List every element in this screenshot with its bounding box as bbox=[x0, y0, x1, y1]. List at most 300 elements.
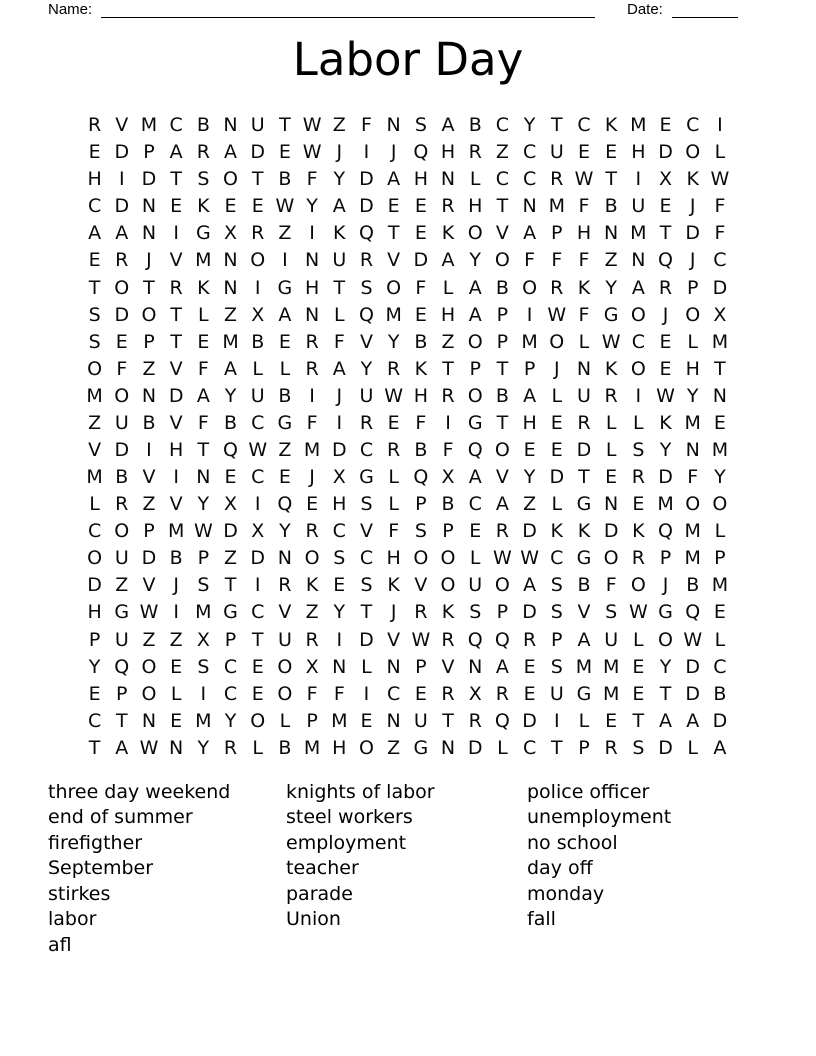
grid-cell: U bbox=[250, 384, 265, 407]
grid-cell: A bbox=[713, 736, 727, 759]
grid-cell: M bbox=[303, 438, 321, 461]
grid-cell: J bbox=[689, 195, 696, 218]
grid-cell: E bbox=[333, 574, 346, 597]
grid-cell: A bbox=[387, 168, 401, 191]
grid-cell: Z bbox=[523, 493, 537, 516]
grid-cell: O bbox=[494, 438, 510, 461]
grid-cell: K bbox=[632, 520, 645, 543]
grid-cell: E bbox=[170, 709, 183, 732]
grid-cell: F bbox=[415, 411, 427, 434]
grid-cell: Y bbox=[469, 249, 482, 272]
grid-cell: D bbox=[685, 655, 701, 678]
grid-cell: E bbox=[632, 655, 645, 678]
date-label: Date: bbox=[627, 1, 663, 18]
grid-cell: N bbox=[631, 249, 646, 272]
grid-cell: L bbox=[252, 357, 264, 380]
grid-cell: E bbox=[251, 195, 264, 218]
grid-cell: C bbox=[251, 601, 265, 624]
grid-cell: L bbox=[469, 547, 481, 570]
grid-cell: G bbox=[658, 601, 673, 624]
grid-cell: S bbox=[333, 547, 346, 570]
grid-cell: A bbox=[468, 466, 482, 489]
grid-cell: I bbox=[363, 141, 370, 164]
grid-cell: C bbox=[332, 520, 346, 543]
grid-cell: N bbox=[304, 303, 320, 326]
grid-cell: L bbox=[578, 709, 590, 732]
grid-cell: H bbox=[440, 141, 456, 164]
grid-cell: J bbox=[309, 466, 315, 489]
grid-cell: Q bbox=[277, 493, 293, 516]
grid-cell: G bbox=[195, 222, 211, 245]
grid-cell: B bbox=[278, 168, 292, 191]
grid-cell: Z bbox=[278, 222, 292, 245]
grid-cell: N bbox=[304, 249, 320, 272]
grid-cell: V bbox=[278, 601, 292, 624]
grid-cell: G bbox=[359, 466, 374, 489]
grid-cell: K bbox=[333, 222, 346, 245]
grid-cell: R bbox=[550, 276, 564, 299]
grid-cell: Q bbox=[467, 628, 483, 651]
grid-cell: Y bbox=[224, 384, 237, 407]
grid-cell: N bbox=[223, 114, 238, 137]
grid-cell: O bbox=[658, 628, 674, 651]
grid-cell: S bbox=[550, 601, 563, 624]
grid-cell: T bbox=[224, 574, 237, 597]
word-list-item: afl bbox=[48, 933, 72, 956]
grid-cell: D bbox=[603, 520, 619, 543]
grid-cell: L bbox=[469, 168, 481, 191]
grid-cell: O bbox=[467, 384, 483, 407]
grid-cell: M bbox=[86, 466, 103, 489]
grid-cell: Q bbox=[658, 249, 674, 272]
grid-cell: A bbox=[495, 493, 509, 516]
grid-cell: P bbox=[551, 222, 563, 245]
grid-cell: H bbox=[440, 303, 456, 326]
grid-cell: W bbox=[411, 628, 431, 651]
grid-cell: T bbox=[170, 168, 182, 191]
grid-cell: P bbox=[496, 601, 509, 624]
grid-cell: L bbox=[252, 736, 264, 759]
grid-cell: D bbox=[685, 682, 701, 705]
grid-cell: M bbox=[385, 303, 402, 326]
grid-cell: V bbox=[387, 249, 401, 272]
grid-cell: J bbox=[336, 141, 343, 164]
grid-cell: V bbox=[414, 574, 428, 597]
grid-cell: R bbox=[305, 330, 319, 353]
grid-cell: E bbox=[414, 303, 427, 326]
grid-cell: J bbox=[146, 249, 152, 272]
grid-cell: U bbox=[468, 574, 483, 597]
grid-cell: G bbox=[277, 411, 293, 434]
grid-cell: R bbox=[87, 114, 102, 137]
grid-cell: I bbox=[635, 384, 642, 407]
grid-cell: H bbox=[631, 141, 646, 164]
grid-cell: S bbox=[605, 601, 618, 624]
grid-cell: K bbox=[604, 357, 618, 380]
grid-cell: P bbox=[143, 330, 155, 353]
grid-cell: V bbox=[359, 520, 373, 543]
grid-cell: T bbox=[659, 222, 672, 245]
grid-cell: X bbox=[251, 520, 265, 543]
grid-cell: P bbox=[442, 520, 454, 543]
grid-cell: T bbox=[333, 276, 346, 299]
grid-cell: K bbox=[686, 168, 699, 191]
grid-cell: M bbox=[222, 330, 239, 353]
grid-cell: T bbox=[550, 114, 563, 137]
grid-cell: I bbox=[200, 682, 207, 705]
grid-cell: C bbox=[550, 547, 564, 570]
grid-cell: O bbox=[114, 384, 130, 407]
grid-cell: P bbox=[224, 628, 237, 651]
grid-cell: B bbox=[278, 384, 292, 407]
grid-cell: C bbox=[359, 547, 374, 570]
grid-cell: Y bbox=[333, 168, 346, 191]
grid-cell: U bbox=[114, 628, 129, 651]
grid-cell: Z bbox=[142, 628, 156, 651]
grid-cell: A bbox=[278, 303, 292, 326]
grid-cell: F bbox=[524, 249, 536, 272]
grid-cell: A bbox=[659, 709, 673, 732]
grid-cell: R bbox=[577, 411, 591, 434]
grid-cell: V bbox=[441, 655, 455, 678]
grid-cell: N bbox=[223, 276, 238, 299]
grid-cell: P bbox=[197, 547, 210, 570]
grid-cell: N bbox=[141, 222, 157, 245]
grid-cell: D bbox=[522, 520, 537, 543]
grid-cell: P bbox=[523, 357, 536, 380]
grid-cell: A bbox=[523, 222, 537, 245]
grid-cell: W bbox=[139, 601, 159, 624]
grid-cell: Q bbox=[494, 628, 510, 651]
grid-cell: I bbox=[146, 438, 152, 461]
grid-cell: Z bbox=[142, 493, 156, 516]
grid-cell: C bbox=[713, 655, 727, 678]
grid-cell: C bbox=[631, 330, 645, 353]
grid-cell: S bbox=[414, 114, 427, 137]
grid-cell: E bbox=[659, 357, 672, 380]
grid-cell: I bbox=[309, 384, 315, 407]
grid-cell: F bbox=[415, 276, 427, 299]
grid-cell: L bbox=[714, 520, 726, 543]
grid-cell: Y bbox=[279, 520, 291, 543]
grid-cell: K bbox=[550, 520, 564, 543]
grid-cell: T bbox=[659, 682, 672, 705]
grid-cell: E bbox=[713, 411, 726, 434]
grid-cell: T bbox=[251, 168, 264, 191]
grid-cell: N bbox=[440, 168, 456, 191]
grid-cell: O bbox=[413, 547, 429, 570]
grid-cell: P bbox=[306, 709, 318, 732]
grid-cell: E bbox=[659, 195, 672, 218]
grid-cell: D bbox=[114, 141, 130, 164]
grid-cell: I bbox=[553, 709, 560, 732]
grid-cell: V bbox=[169, 357, 183, 380]
grid-cell: D bbox=[141, 547, 157, 570]
grid-cell: K bbox=[577, 276, 591, 299]
grid-cell: F bbox=[197, 411, 209, 434]
grid-cell: U bbox=[577, 384, 591, 407]
grid-cell: B bbox=[686, 574, 700, 597]
grid-cell: J bbox=[173, 574, 179, 597]
grid-cell: J bbox=[390, 141, 397, 164]
grid-cell: L bbox=[551, 384, 563, 407]
grid-cell: A bbox=[169, 141, 183, 164]
grid-cell: L bbox=[633, 411, 644, 434]
grid-cell: O bbox=[467, 330, 483, 353]
grid-cell: F bbox=[442, 438, 454, 461]
grid-cell: E bbox=[251, 655, 264, 678]
grid-cell: T bbox=[387, 222, 400, 245]
grid-cell: Z bbox=[115, 574, 129, 597]
grid-cell: F bbox=[333, 682, 345, 705]
grid-cell: P bbox=[143, 520, 155, 543]
grid-cell: W bbox=[302, 141, 322, 164]
grid-cell: Q bbox=[114, 655, 130, 678]
grid-cell: R bbox=[387, 438, 401, 461]
grid-cell: Z bbox=[142, 357, 156, 380]
grid-cell: K bbox=[659, 411, 672, 434]
grid-cell: H bbox=[468, 195, 483, 218]
grid-cell: O bbox=[630, 357, 646, 380]
grid-cell: N bbox=[141, 384, 157, 407]
grid-cell: R bbox=[468, 709, 482, 732]
grid-cell: R bbox=[468, 141, 482, 164]
grid-cell: L bbox=[578, 330, 590, 353]
grid-cell: E bbox=[414, 195, 427, 218]
grid-cell: Z bbox=[224, 303, 238, 326]
grid-cell: A bbox=[523, 384, 537, 407]
grid-cell: D bbox=[223, 520, 238, 543]
word-list-column-1 bbox=[48, 780, 230, 958]
grid-cell: A bbox=[686, 709, 700, 732]
grid-cell: A bbox=[332, 195, 346, 218]
word-list-item: knights of labor bbox=[286, 781, 435, 803]
grid-cell: I bbox=[173, 601, 179, 624]
grid-cell: F bbox=[116, 357, 128, 380]
grid-cell: X bbox=[468, 682, 482, 705]
grid-cell: N bbox=[440, 736, 456, 759]
grid-cell: E bbox=[659, 114, 672, 137]
grid-cell: E bbox=[170, 195, 183, 218]
grid-cell: L bbox=[497, 736, 508, 759]
grid-cell: U bbox=[114, 547, 129, 570]
grid-cell: O bbox=[87, 547, 103, 570]
grid-cell: O bbox=[277, 655, 293, 678]
grid-cell: M bbox=[548, 195, 565, 218]
grid-cell: A bbox=[196, 384, 210, 407]
grid-cell: V bbox=[387, 628, 401, 651]
grid-cell: T bbox=[714, 357, 726, 380]
grid-cell: C bbox=[169, 114, 183, 137]
grid-cell: R bbox=[387, 357, 401, 380]
grid-cell: I bbox=[118, 168, 125, 191]
grid-cell: L bbox=[279, 357, 291, 380]
date-write-line bbox=[672, 0, 738, 18]
grid-cell: O bbox=[494, 574, 510, 597]
grid-cell: S bbox=[414, 520, 427, 543]
grid-cell: D bbox=[114, 438, 130, 461]
grid-cell: P bbox=[659, 547, 672, 570]
grid-cell: I bbox=[717, 114, 723, 137]
grid-cell: D bbox=[658, 466, 673, 489]
grid-cell: S bbox=[632, 438, 645, 461]
grid-cell: N bbox=[332, 655, 347, 678]
grid-cell: S bbox=[550, 574, 563, 597]
grid-cell: Q bbox=[223, 438, 239, 461]
grid-cell: F bbox=[714, 222, 726, 245]
grid-cell: V bbox=[88, 438, 102, 461]
word-list-item: monday bbox=[527, 882, 605, 905]
grid-cell: P bbox=[496, 303, 509, 326]
grid-cell: K bbox=[577, 520, 591, 543]
grid-cell: D bbox=[522, 601, 537, 624]
grid-cell: E bbox=[387, 411, 400, 434]
grid-cell: C bbox=[359, 438, 374, 461]
grid-cell: L bbox=[388, 493, 399, 516]
grid-cell: A bbox=[441, 114, 455, 137]
grid-cell: W bbox=[628, 601, 648, 624]
grid-cell: T bbox=[496, 357, 509, 380]
word-list-item: end of summer bbox=[48, 806, 193, 829]
grid-cell: R bbox=[305, 628, 319, 651]
grid-cell: M bbox=[684, 411, 701, 434]
grid-cell: Z bbox=[305, 601, 319, 624]
grid-cell: W bbox=[520, 547, 539, 570]
grid-cell: M bbox=[602, 655, 620, 678]
word-list-item: three day weekend bbox=[48, 781, 231, 803]
grid-cell: H bbox=[332, 493, 347, 516]
grid-cell: M bbox=[630, 222, 647, 245]
word-list-item: day off bbox=[527, 857, 593, 880]
grid-cell: B bbox=[577, 574, 591, 597]
grid-cell: H bbox=[576, 222, 592, 245]
grid-cell: G bbox=[277, 276, 293, 299]
grid-cell: R bbox=[631, 547, 645, 570]
grid-cell: E bbox=[659, 330, 672, 353]
grid-cell: E bbox=[170, 655, 183, 678]
grid-cell: P bbox=[415, 493, 427, 516]
grid-cell: O bbox=[250, 249, 266, 272]
grid-cell: E bbox=[387, 195, 400, 218]
grid-cell: H bbox=[386, 547, 401, 570]
grid-cell: X bbox=[305, 655, 319, 678]
grid-cell: A bbox=[224, 357, 238, 380]
grid-cell: R bbox=[658, 276, 673, 299]
grid-cell: F bbox=[333, 330, 345, 353]
grid-cell: O bbox=[386, 276, 402, 299]
grid-cell: X bbox=[224, 493, 238, 516]
grid-cell: W bbox=[275, 195, 295, 218]
grid-cell: W bbox=[710, 168, 730, 191]
grid-cell: E bbox=[632, 493, 645, 516]
grid-cell: Y bbox=[224, 709, 237, 732]
grid-cell: M bbox=[630, 114, 647, 137]
grid-cell: Y bbox=[714, 466, 726, 489]
grid-cell: H bbox=[522, 411, 537, 434]
name-write-line bbox=[101, 0, 595, 18]
grid-cell: J bbox=[662, 303, 669, 326]
grid-cell: S bbox=[360, 574, 373, 597]
grid-cell: G bbox=[576, 493, 592, 516]
grid-cell: E bbox=[605, 466, 618, 489]
grid-cell: E bbox=[414, 222, 427, 245]
grid-cell: D bbox=[467, 736, 483, 759]
grid-cell: A bbox=[523, 574, 537, 597]
grid-cell: R bbox=[278, 574, 292, 597]
grid-cell: R bbox=[414, 601, 428, 624]
grid-cell: T bbox=[550, 736, 563, 759]
word-list-item: stirkes bbox=[48, 882, 111, 905]
grid-cell: E bbox=[224, 466, 237, 489]
grid-cell: B bbox=[495, 384, 509, 407]
grid-cell: U bbox=[413, 709, 428, 732]
grid-cell: W bbox=[302, 114, 322, 137]
grid-cell: D bbox=[359, 168, 374, 191]
word-list-item: fall bbox=[527, 908, 556, 931]
grid-cell: D bbox=[359, 195, 374, 218]
grid-cell: I bbox=[445, 411, 451, 434]
grid-cell: N bbox=[386, 114, 401, 137]
grid-cell: B bbox=[169, 547, 183, 570]
grid-cell: C bbox=[522, 736, 537, 759]
grid-cell: M bbox=[167, 520, 185, 543]
grid-cell: M bbox=[684, 547, 701, 570]
word-list-item: teacher bbox=[286, 857, 359, 880]
grid-cell: Y bbox=[605, 276, 617, 299]
word-list-item: no school bbox=[527, 831, 618, 854]
grid-cell: L bbox=[605, 411, 617, 434]
grid-cell: Z bbox=[332, 114, 346, 137]
grid-cell: P bbox=[496, 330, 509, 353]
grid-cell: Q bbox=[358, 303, 374, 326]
grid-cell: S bbox=[197, 168, 210, 191]
grid-cell: T bbox=[279, 114, 291, 137]
grid-cell: C bbox=[223, 655, 238, 678]
grid-cell: T bbox=[360, 601, 373, 624]
grid-cell: I bbox=[173, 466, 179, 489]
grid-cell: W bbox=[193, 520, 213, 543]
grid-cell: B bbox=[142, 411, 156, 434]
grid-cell: O bbox=[494, 249, 510, 272]
grid-cell: I bbox=[254, 574, 261, 597]
grid-cell: U bbox=[549, 141, 564, 164]
grid-cell: D bbox=[685, 222, 701, 245]
grid-cell: S bbox=[469, 601, 482, 624]
grid-cell: O bbox=[277, 682, 293, 705]
grid-cell: O bbox=[87, 357, 103, 380]
grid-cell: F bbox=[687, 466, 699, 489]
grid-cell: W bbox=[656, 384, 675, 407]
grid-cell: L bbox=[605, 438, 617, 461]
grid-cell: M bbox=[195, 601, 212, 624]
word-list-item: police officer bbox=[527, 781, 650, 803]
grid-cell: R bbox=[604, 384, 618, 407]
grid-cell: K bbox=[197, 276, 210, 299]
grid-cell: S bbox=[632, 736, 645, 759]
grid-cell: Q bbox=[685, 601, 701, 624]
grid-cell: Y bbox=[523, 466, 536, 489]
grid-cell: J bbox=[689, 249, 696, 272]
grid-cell: G bbox=[603, 303, 619, 326]
grid-cell: M bbox=[602, 682, 620, 705]
grid-cell: R bbox=[441, 682, 455, 705]
grid-cell: A bbox=[88, 222, 102, 245]
grid-cell: C bbox=[577, 114, 591, 137]
grid-cell: V bbox=[142, 574, 156, 597]
grid-cell: Y bbox=[306, 195, 318, 218]
grid-cell: D bbox=[331, 438, 347, 461]
grid-cell: T bbox=[442, 357, 454, 380]
